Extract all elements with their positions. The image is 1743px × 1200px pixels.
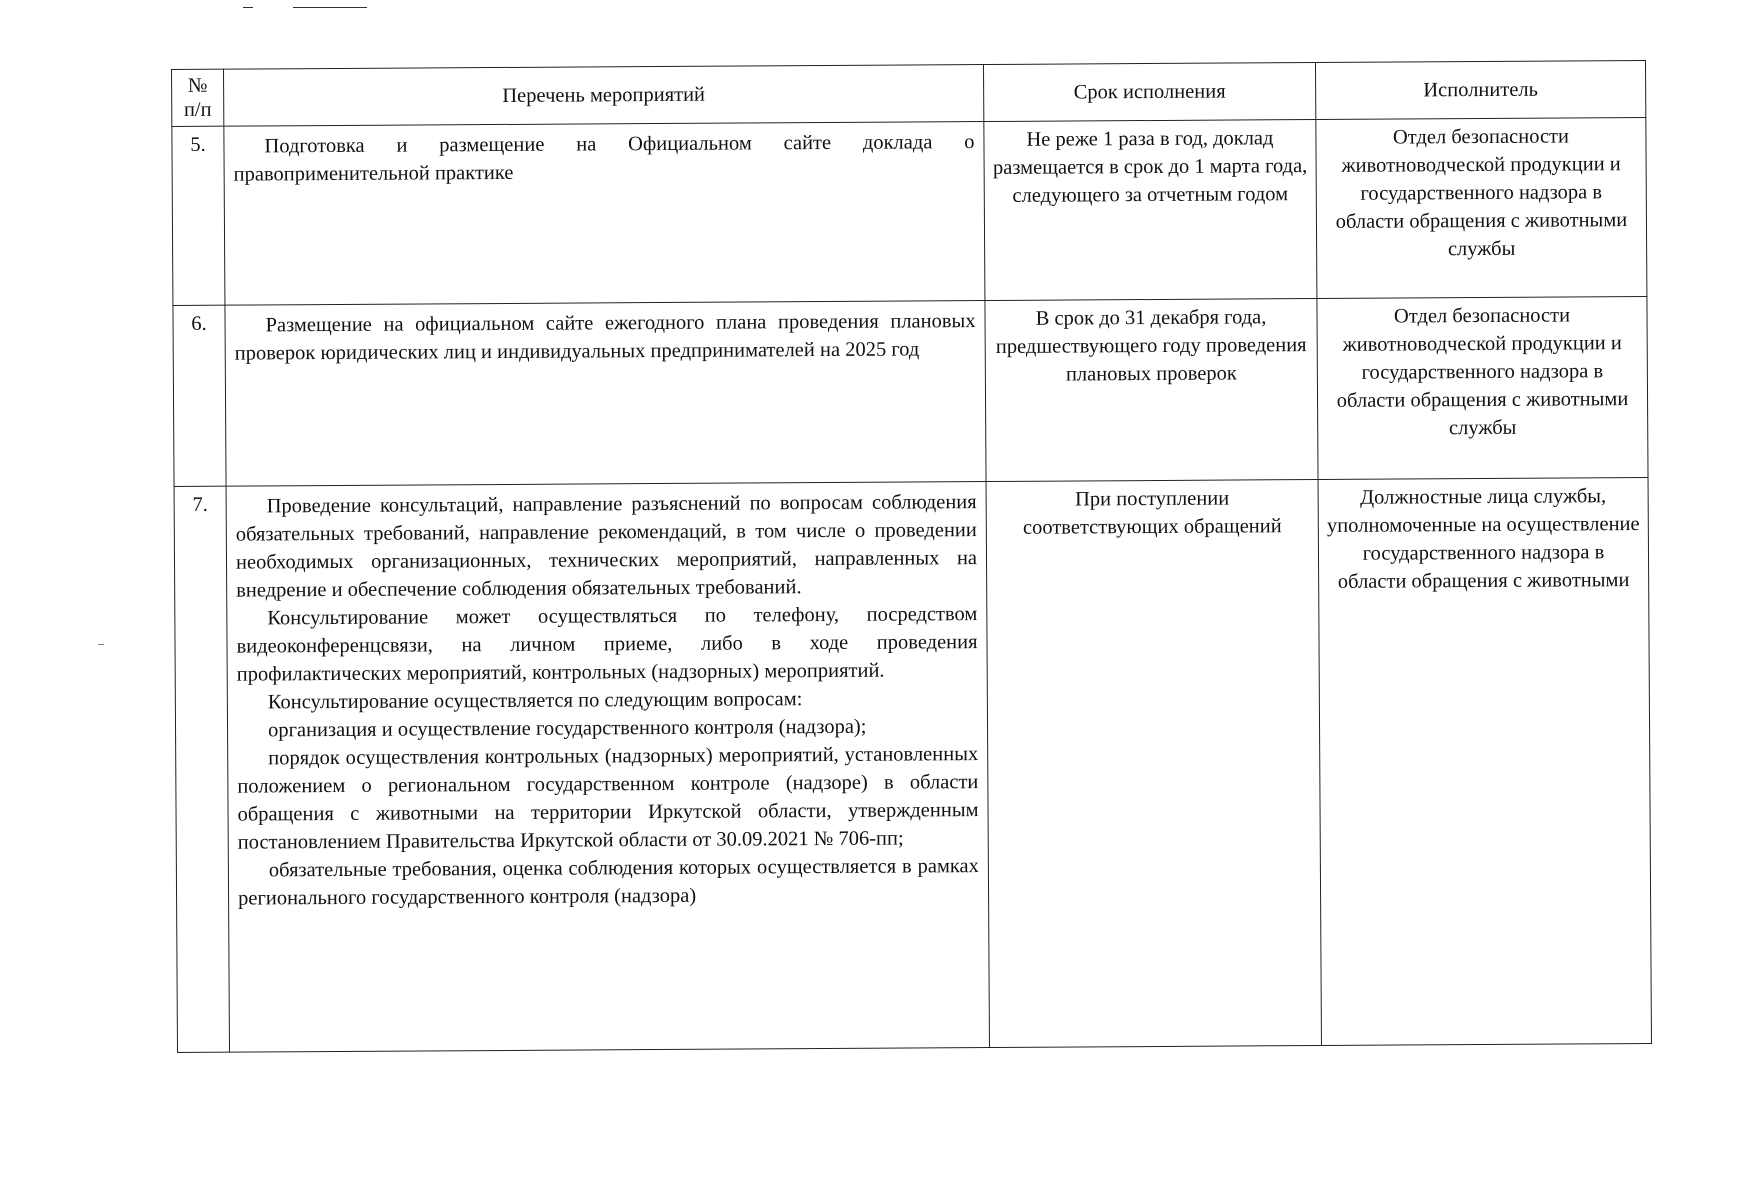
activity-paragraph: Подготовка и размещение на Официальном сайте доклада о правоприменительной практике <box>233 131 975 186</box>
scan-artifact-line <box>293 7 367 8</box>
activity-paragraph: обязательные требования, оценка соблюдения которых осуществляется в рамках регионального государственного контроля (надзора) <box>238 855 979 910</box>
activity-paragraph: порядок осуществления контрольных (надзорных) мероприятий, установленных положением о региональном государственном контроле (надзоре) в области обращения с животными на территории Иркутской области, утвержденным постановлением Правительства Иркутской области от 30.09.2021 № 706-пп; <box>237 743 979 854</box>
row-deadline: При поступлении соответствующих обращений <box>986 480 1321 1048</box>
activities-table <box>171 60 1652 1053</box>
row-executor: Отдел безопасности животноводческой продукции и государственного надзора в области обращения с животными службы <box>1316 117 1647 298</box>
row-deadline: Не реже 1 раза в год, доклад размещается в срок до 1 марта года, следующего за отчетным годом <box>984 120 1317 301</box>
header-number <box>172 69 224 126</box>
row-executor: Должностные лица службы, уполномоченные на осуществление государственного надзора в области обращения с животными <box>1318 477 1651 1045</box>
activity-paragraph: Размещение на официальном сайте ежегодного плана проведения плановых проверок юридических лиц и индивидуальных предпринимателей на 2025 год <box>234 310 976 365</box>
row-deadline: В срок до 31 декабря года, предшествующего году проведения плановых проверок <box>985 299 1318 482</box>
row-number: 6. <box>173 305 226 486</box>
activity-paragraph: Проведение консультаций, направление разъяснений по вопросам соблюдения обязательных требований, направление рекомендаций, в том числе о проведении необходимых организационных, технических мероприятий, направленных на внедрение и обеспечение соблюдения обязательных требований. <box>235 491 978 602</box>
row-number: 5. <box>172 126 225 305</box>
header-deadline: Срок исполнения <box>983 63 1315 122</box>
row-activity <box>226 482 989 1053</box>
activity-paragraph: организация и осуществление государственного контроля (надзора); <box>267 715 867 742</box>
activity-paragraph: Консультирование осуществляется по следующим вопросам: <box>267 688 803 714</box>
header-number-abbrev: п/п <box>183 98 212 121</box>
header-executor: Исполнитель <box>1315 60 1645 119</box>
scan-artifact-dash <box>243 7 253 8</box>
row-activity <box>225 301 986 487</box>
row-executor: Отдел безопасности животноводческой продукции и государственного надзора в области обращения с животными службы <box>1317 296 1648 479</box>
scan-artifact-tick <box>98 644 104 645</box>
row-activity <box>224 122 985 306</box>
header-number-symbol: № <box>187 74 208 97</box>
row-number: 7. <box>174 486 229 1052</box>
activity-paragraph: Консультирование может осуществляться по телефону, посредством видеоконференцсвязи, на личном приеме, либо в ходе проведения профилактических мероприятий, контрольных (надзорных) мероприятий. <box>236 603 978 686</box>
table-row <box>172 117 1647 305</box>
table-row <box>174 477 1651 1052</box>
table-header-row <box>172 60 1646 126</box>
header-activities: Перечень мероприятий <box>224 65 984 127</box>
table-row <box>173 296 1648 486</box>
